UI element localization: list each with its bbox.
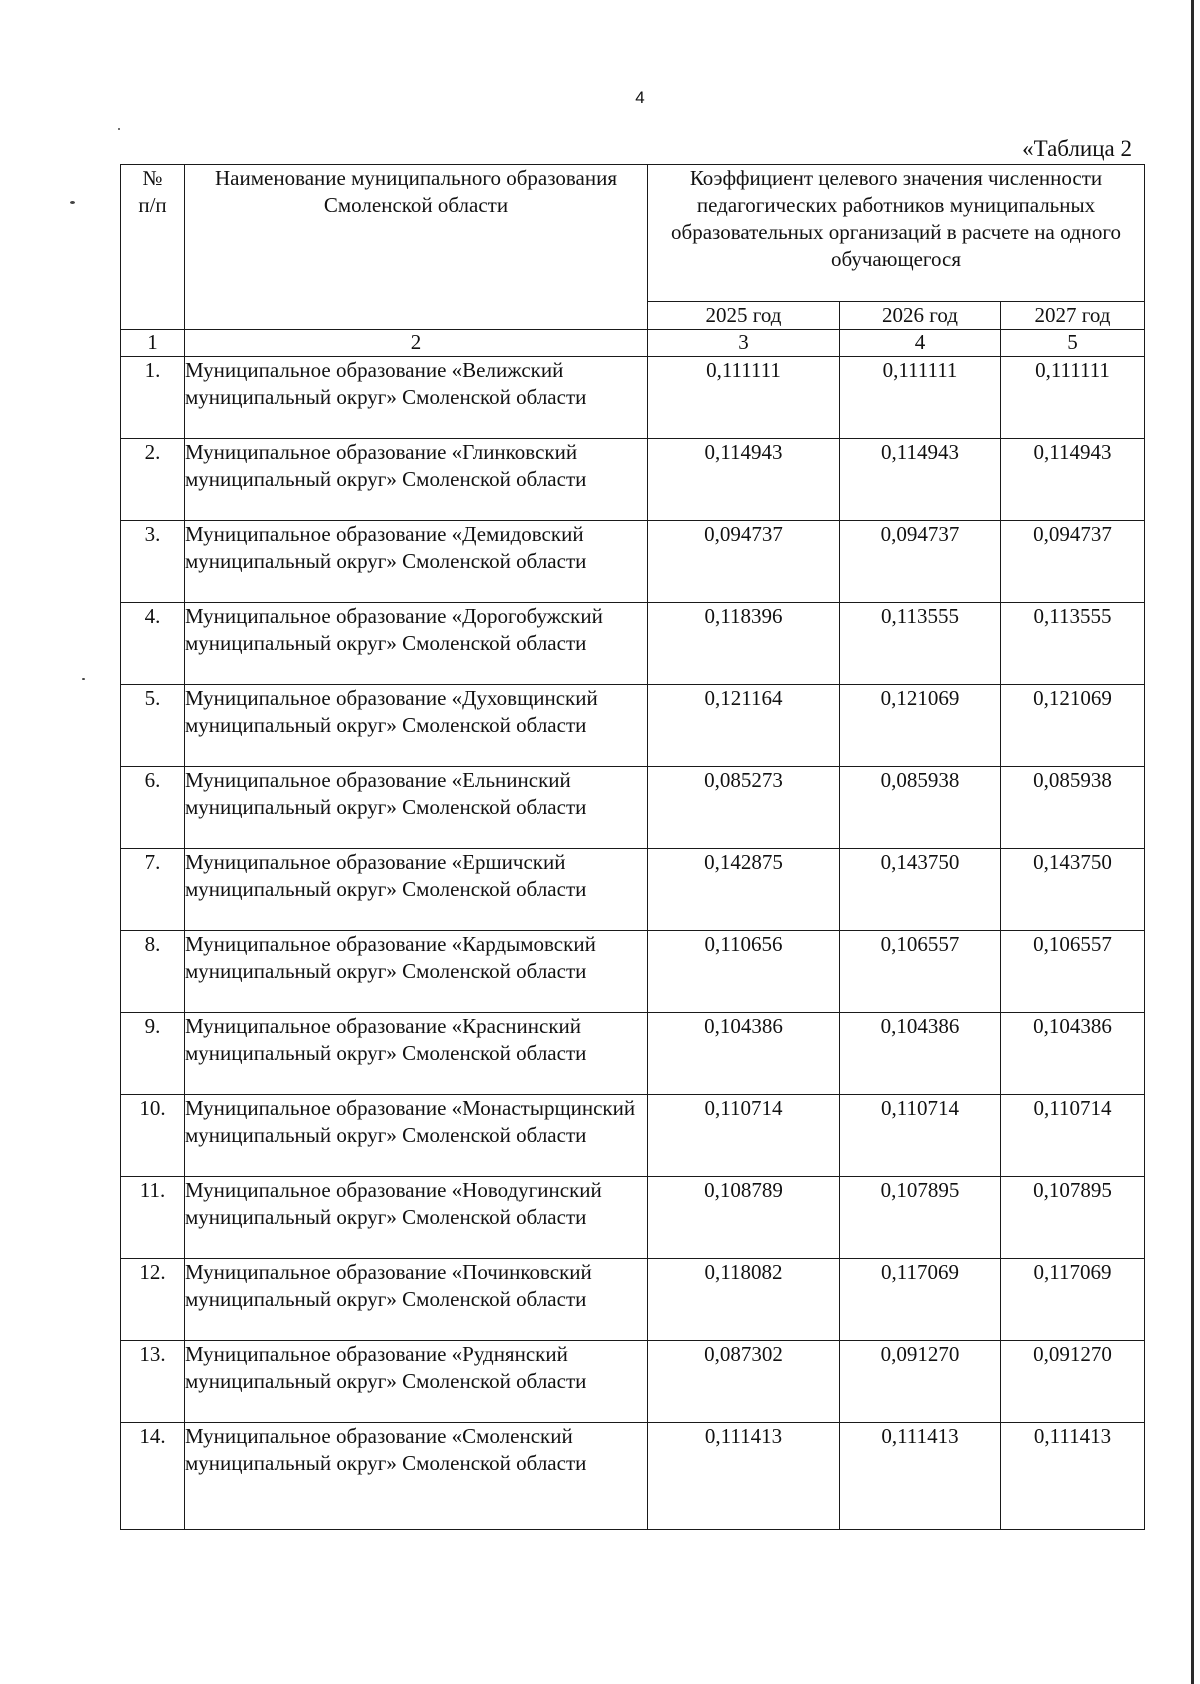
row-number: 7. (121, 849, 185, 931)
row-number: 6. (121, 767, 185, 849)
scan-speck (118, 128, 120, 130)
coefficient-2026: 0,104386 (840, 1013, 1001, 1095)
row-number: 8. (121, 931, 185, 1013)
coefficient-2025: 0,111413 (648, 1423, 840, 1530)
municipality-name: Муниципальное образование «Новодугинский муниципальный округ» Смоленской области (185, 1177, 648, 1259)
municipality-name: Муниципальное образование «Починковский муниципальный округ» Смоленской области (185, 1259, 648, 1341)
coefficient-2025: 0,142875 (648, 849, 840, 931)
coefficient-2026: 0,117069 (840, 1259, 1001, 1341)
table-row (121, 931, 1145, 1013)
table-row (121, 1177, 1145, 1259)
coefficient-2027: 0,143750 (1001, 849, 1145, 931)
municipality-name: Муниципальное образование «Смоленский муниципальный округ» Смоленской области (185, 1423, 648, 1530)
coefficient-2027: 0,114943 (1001, 439, 1145, 521)
scan-speck (70, 201, 75, 204)
coefficient-2025: 0,110656 (648, 931, 840, 1013)
coefficient-2026: 0,114943 (840, 439, 1001, 521)
scan-speck (82, 678, 85, 680)
coefficient-2027: 0,117069 (1001, 1259, 1145, 1341)
table-row (121, 1095, 1145, 1177)
coefficient-2026: 0,111413 (840, 1423, 1001, 1530)
column-number: 2 (185, 330, 648, 357)
coefficient-2026: 0,107895 (840, 1177, 1001, 1259)
coefficient-2027: 0,111111 (1001, 357, 1145, 439)
row-number: 2. (121, 439, 185, 521)
table-row (121, 521, 1145, 603)
header-year-2026: 2026 год (840, 302, 1001, 330)
coefficient-2025: 0,094737 (648, 521, 840, 603)
municipality-name: Муниципальное образование «Велижский муниципальный округ» Смоленской области (185, 357, 648, 439)
header-coefficient: Коэффициент целевого значения численности педагогических работников муниципальных образовательных организаций в расчете на одного обучающегося (648, 165, 1145, 302)
coefficient-2025: 0,110714 (648, 1095, 840, 1177)
column-number: 4 (840, 330, 1001, 357)
coefficient-2027: 0,113555 (1001, 603, 1145, 685)
row-number: 1. (121, 357, 185, 439)
coefficient-2027: 0,106557 (1001, 931, 1145, 1013)
coefficient-2027: 0,085938 (1001, 767, 1145, 849)
row-number: 11. (121, 1177, 185, 1259)
row-number: 4. (121, 603, 185, 685)
table-row (121, 603, 1145, 685)
column-number: 5 (1001, 330, 1145, 357)
table-caption: «Таблица 2 (1022, 136, 1132, 161)
coefficient-2025: 0,114943 (648, 439, 840, 521)
row-number: 10. (121, 1095, 185, 1177)
table-row (121, 357, 1145, 439)
header-year-2027: 2027 год (1001, 302, 1145, 330)
row-number: 14. (121, 1423, 185, 1530)
coefficient-2027: 0,110714 (1001, 1095, 1145, 1177)
header-num-text: № п/п (138, 166, 167, 217)
coefficient-2026: 0,143750 (840, 849, 1001, 931)
row-number: 12. (121, 1259, 185, 1341)
coefficient-2027: 0,121069 (1001, 685, 1145, 767)
table-row (121, 1423, 1145, 1530)
row-number: 13. (121, 1341, 185, 1423)
table-row (121, 849, 1145, 931)
table-row (121, 1341, 1145, 1423)
coefficient-2025: 0,121164 (648, 685, 840, 767)
coefficient-2025: 0,087302 (648, 1341, 840, 1423)
row-number: 3. (121, 521, 185, 603)
header-name: Наименование муниципального образования Смоленской области (185, 165, 648, 330)
coefficient-2026: 0,121069 (840, 685, 1001, 767)
coefficient-2025: 0,104386 (648, 1013, 840, 1095)
table-row (121, 439, 1145, 521)
coefficient-2026: 0,110714 (840, 1095, 1001, 1177)
row-number: 9. (121, 1013, 185, 1095)
coefficient-2025: 0,118396 (648, 603, 840, 685)
table-row (121, 685, 1145, 767)
header-year-2025: 2025 год (648, 302, 840, 330)
header-row (121, 165, 1145, 302)
municipality-name: Муниципальное образование «Краснинский муниципальный округ» Смоленской области (185, 1013, 648, 1095)
coefficient-2026: 0,091270 (840, 1341, 1001, 1423)
scan-right-edge (1191, 0, 1194, 1684)
column-number: 3 (648, 330, 840, 357)
coefficient-2026: 0,085938 (840, 767, 1001, 849)
municipality-name: Муниципальное образование «Духовщинский муниципальный округ» Смоленской области (185, 685, 648, 767)
municipality-name: Муниципальное образование «Дорогобужский муниципальный округ» Смоленской области (185, 603, 648, 685)
coefficient-2027: 0,091270 (1001, 1341, 1145, 1423)
column-number: 1 (121, 330, 185, 357)
coefficient-2026: 0,113555 (840, 603, 1001, 685)
municipality-name: Муниципальное образование «Глинковский муниципальный округ» Смоленской области (185, 439, 648, 521)
coefficient-2027: 0,111413 (1001, 1423, 1145, 1530)
header-num (121, 165, 185, 330)
coefficient-2026: 0,094737 (840, 521, 1001, 603)
coefficient-2025: 0,118082 (648, 1259, 840, 1341)
municipality-name: Муниципальное образование «Демидовский муниципальный округ» Смоленской области (185, 521, 648, 603)
municipality-name: Муниципальное образование «Ершичский муниципальный округ» Смоленской области (185, 849, 648, 931)
municipality-name: Муниципальное образование «Руднянский муниципальный округ» Смоленской области (185, 1341, 648, 1423)
coefficient-2026: 0,111111 (840, 357, 1001, 439)
table-row (121, 1259, 1145, 1341)
municipality-name: Муниципальное образование «Монастырщинский муниципальный округ» Смоленской области (185, 1095, 648, 1177)
page-number: 4 (635, 88, 645, 107)
coefficient-2025: 0,108789 (648, 1177, 840, 1259)
table-row (121, 1013, 1145, 1095)
row-number: 5. (121, 685, 185, 767)
table-row (121, 767, 1145, 849)
column-numbers-row (121, 330, 1145, 357)
coefficient-2026: 0,106557 (840, 931, 1001, 1013)
coefficient-2027: 0,104386 (1001, 1013, 1145, 1095)
municipality-name: Муниципальное образование «Ельнинский муниципальный округ» Смоленской области (185, 767, 648, 849)
coefficient-2027: 0,107895 (1001, 1177, 1145, 1259)
coefficient-table (120, 164, 1145, 1530)
municipality-name: Муниципальное образование «Кардымовский муниципальный округ» Смоленской области (185, 931, 648, 1013)
coefficient-2025: 0,085273 (648, 767, 840, 849)
coefficient-2025: 0,111111 (648, 357, 840, 439)
coefficient-2027: 0,094737 (1001, 521, 1145, 603)
